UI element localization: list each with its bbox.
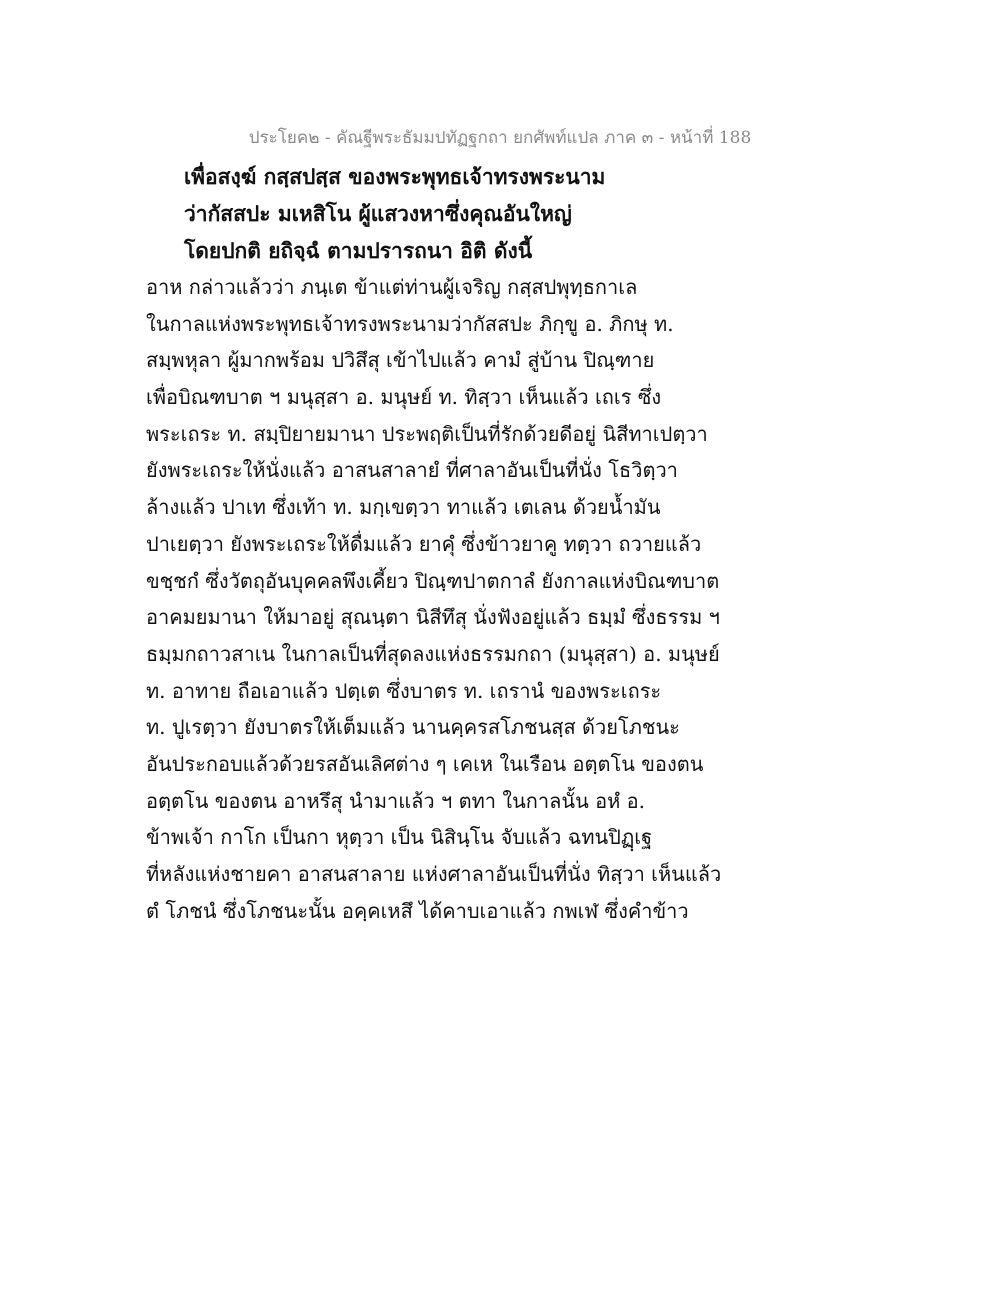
body-line: ตํ โภชนํ ซึ่งโภชนะนั้น อคฺคเหสึ ได้คาบเอาแล้ว กพเฬ ซึ่งคำข้าว (146, 898, 689, 923)
body-line: ที่หลังแห่งชายคา อาสนสาลาย แห่งศาลาอันเป็นที่นั่ง ทิสฺวา เห็นแล้ว (146, 862, 722, 886)
body-line: ยังพระเถระให้นั่งแล้ว อาสนสาลายํ ที่ศาลาอันเป็นที่นั่ง โธวิตฺวา (146, 458, 678, 483)
body-line: สมฺพหุลา ผู้มากพร้อม ปวิสึสุ เข้าไปแล้ว คามํ สู่บ้าน ปิณฺฑาย (146, 348, 655, 373)
body-line: ธมฺมกถาวสาเน ในกาลเป็นที่สุดลงแห่งธรรมกถา (มนุสฺสา) อ. มนุษย์ (146, 641, 720, 666)
body-line: อาคมยมานา ให้มาอยู่ สุณนฺตา นิสีทึสุ นั่งฟังอยู่แล้ว ธมฺมํ ซึ่งธรรม ฯ (146, 605, 720, 630)
body-line: เพื่อบิณฑบาต ฯ มนุสฺสา อ. มนุษย์ ท. ทิสฺวา เห็นแล้ว เถเร ซึ่ง (146, 385, 662, 410)
body-line: ท. ปูเรตฺวา ยังบาตรให้เต็มแล้ว นานคฺครสโภชนสฺส ด้วยโภชนะ (146, 715, 680, 740)
body-line: อาห กล่าวแล้วว่า ภนฺเต ข้าแต่ท่านผู้เจริญ กสฺสปพุทฺธกาเล (146, 275, 638, 299)
bold-line: ว่ากัสสปะ มเหสิโน ผู้แสวงหาซึ่งคุณอันใหญ่ (184, 201, 572, 226)
body-line: ท. อาทาย ถือเอาแล้ว ปตฺเต ซึ่งบาตร ท. เถรานํ ของพระเถระ (146, 678, 662, 703)
body-line: ข้าพเจ้า กาโก เป็นกา หุตฺวา เป็น นิสินฺโน จับแล้ว ฉทนปิฏฺเฐ (146, 825, 653, 850)
body-line: ล้างแล้ว ปาเท ซึ่งเท้า ท. มกฺเขตฺวา ทาแล้ว เตเลน ด้วยน้ำมัน (146, 495, 661, 520)
body-line: ขชฺชกํ ซึ่งวัตถุอันบุคคลพึงเคี้ยว ปิณฺฑปาตกาลํ ยังกาลแห่งบิณฑบาต (146, 568, 720, 593)
body-line: ปาเยตฺวา ยังพระเถระให้ดื่มแล้ว ยาคุํ ซึ่งข้าวยาคู ทตฺวา ถวายแล้ว (146, 531, 702, 556)
running-header: ประโยค๒ - คัณฐีพระธัมมปทัฏฐกถา ยกศัพท์แปล ภาค ๓ - หน้าที่ 188 (248, 128, 752, 148)
body-text-block (146, 269, 721, 929)
bold-line: เพื่อสงฺฆ์ กสฺสปสฺส ของพระพุทธเจ้าทรงพระนาม (184, 164, 606, 189)
bold-line: โดยปกติ ยถิจฺฉํ ตามปรารถนา อิติ ดังนี้ (184, 238, 533, 263)
body-line: อันประกอบแล้วด้วยรสอันเลิศต่าง ๆ เคเห ในเรือน อตฺตโน ของตน (146, 751, 704, 776)
body-line: อตฺตโน ของตน อาหรึสุ นำมาแล้ว ฯ ตทา ในกาลนั้น อหํ อ. (146, 788, 646, 813)
body-line: พระเถระ ท. สมฺปิยายมานา ประพฤติเป็นที่รักด้วยดีอยู่ นิสีทาเปตฺวา (146, 421, 708, 446)
bold-verse-block (184, 158, 605, 269)
body-line: ในกาลแห่งพระพุทธเจ้าทรงพระนามว่ากัสสปะ ภิกฺขู อ. ภิกษุ ท. (146, 311, 674, 336)
